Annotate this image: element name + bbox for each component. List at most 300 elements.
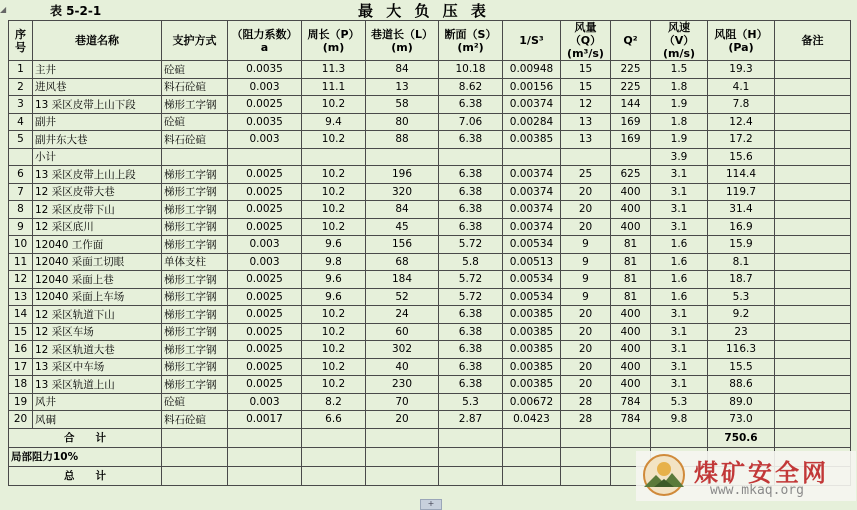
cell-l[interactable]: 45 [366,218,439,236]
cell-sup[interactable]: 梯形工字钢 [162,218,228,236]
cell-h[interactable]: 7.8 [708,96,775,114]
cell[interactable] [439,428,503,447]
cell-l[interactable]: 80 [366,113,439,131]
cell-n[interactable]: 13 [9,288,33,306]
cell-a[interactable]: 0.0025 [228,166,302,184]
cell-p[interactable]: 10.2 [302,341,366,359]
cell-remarks[interactable] [775,341,851,359]
cell-sup[interactable]: 梯形工字钢 [162,236,228,254]
cell-n[interactable] [9,148,33,166]
cell-inv[interactable]: 0.00534 [503,236,561,254]
cell-a[interactable]: 0.003 [228,131,302,149]
cell-l[interactable]: 84 [366,61,439,79]
cell-s[interactable]: 6.38 [439,358,503,376]
cell[interactable] [302,466,366,485]
cell-q2[interactable]: 225 [611,78,651,96]
cell-a[interactable]: 0.0025 [228,341,302,359]
cell-v[interactable]: 1.6 [651,236,708,254]
cell[interactable] [366,447,439,466]
cell[interactable] [561,428,611,447]
cell-name[interactable]: 12 采区皮带下山 [33,201,162,219]
cell-s[interactable]: 2.87 [439,411,503,429]
cell[interactable] [503,466,561,485]
cell-a[interactable]: 0.003 [228,78,302,96]
cell-q[interactable]: 20 [561,306,611,324]
cell-inv[interactable]: 0.00385 [503,341,561,359]
cell-s[interactable]: 8.62 [439,78,503,96]
cell-p[interactable]: 10.2 [302,96,366,114]
cell-s[interactable]: 5.8 [439,253,503,271]
cell-h[interactable]: 16.9 [708,218,775,236]
cell-q[interactable]: 20 [561,183,611,201]
cell-p[interactable] [302,148,366,166]
cell-inv[interactable]: 0.00385 [503,323,561,341]
cell-remarks[interactable] [775,376,851,394]
cell-inv[interactable]: 0.00948 [503,61,561,79]
cell-l[interactable]: 70 [366,393,439,411]
cell-q[interactable]: 9 [561,236,611,254]
cell-h[interactable]: 9.2 [708,306,775,324]
cell-name[interactable]: 12040 工作面 [33,236,162,254]
cell[interactable] [228,466,302,485]
cell-p[interactable]: 10.2 [302,323,366,341]
cell-s[interactable]: 6.38 [439,376,503,394]
cell-n[interactable]: 12 [9,271,33,289]
cell-q2[interactable]: 400 [611,323,651,341]
cell-sup[interactable]: 梯形工字钢 [162,166,228,184]
cell-q2[interactable]: 400 [611,341,651,359]
cell-n[interactable]: 9 [9,218,33,236]
cell-h[interactable]: 119.7 [708,183,775,201]
cell-p[interactable]: 10.2 [302,306,366,324]
table-row [9,288,851,306]
cell-q[interactable]: 13 [561,131,611,149]
cell-n[interactable]: 1 [9,61,33,79]
cell[interactable] [162,466,228,485]
cell-remarks[interactable] [775,271,851,289]
cell-name[interactable]: 12 采区轨道下山 [33,306,162,324]
cell-s[interactable] [439,148,503,166]
cell-inv[interactable]: 0.00374 [503,96,561,114]
cell-q2[interactable]: 144 [611,96,651,114]
cell-sup[interactable]: 梯形工字钢 [162,201,228,219]
cell-l[interactable]: 13 [366,78,439,96]
cell-n[interactable]: 6 [9,166,33,184]
cell-q[interactable]: 28 [561,411,611,429]
cell-s[interactable]: 6.38 [439,201,503,219]
cell-v[interactable]: 1.8 [651,113,708,131]
cell-l[interactable]: 156 [366,236,439,254]
cell-sup[interactable]: 料石砼碹 [162,131,228,149]
cell-inv[interactable]: 0.00156 [503,78,561,96]
cell-p[interactable]: 9.6 [302,288,366,306]
cell-name[interactable]: 进风巷 [33,78,162,96]
cell-n[interactable]: 3 [9,96,33,114]
cell-q[interactable]: 20 [561,358,611,376]
cell-h[interactable]: 8.1 [708,253,775,271]
cell-a[interactable]: 0.0017 [228,411,302,429]
cell-l[interactable]: 40 [366,358,439,376]
cell[interactable] [366,428,439,447]
cell-inv[interactable]: 0.00284 [503,113,561,131]
cell-sup[interactable]: 梯形工字钢 [162,271,228,289]
cell-s[interactable]: 6.38 [439,96,503,114]
cell-v[interactable]: 3.1 [651,323,708,341]
cell-remarks[interactable] [775,288,851,306]
cell-v[interactable]: 1.6 [651,271,708,289]
cell-s[interactable]: 6.38 [439,166,503,184]
cell[interactable] [439,447,503,466]
cell-inv[interactable]: 0.00385 [503,306,561,324]
cell-a[interactable]: 0.0025 [228,218,302,236]
cell-p[interactable]: 9.4 [302,113,366,131]
cell-sup[interactable]: 梯形工字钢 [162,306,228,324]
cell-name[interactable]: 副井 [33,113,162,131]
cell-q[interactable]: 20 [561,218,611,236]
cell-remarks[interactable] [775,393,851,411]
cell-name[interactable]: 12040 采面工切眼 [33,253,162,271]
cell-s[interactable]: 6.38 [439,131,503,149]
cell-sup[interactable]: 梯形工字钢 [162,323,228,341]
cell-s[interactable]: 5.72 [439,288,503,306]
cell-l[interactable]: 24 [366,306,439,324]
cell-q2[interactable]: 81 [611,236,651,254]
cell-a[interactable]: 0.003 [228,253,302,271]
cell-l[interactable]: 20 [366,411,439,429]
cell-q2[interactable]: 400 [611,306,651,324]
cell-remarks[interactable] [775,78,851,96]
cell-q2[interactable]: 784 [611,393,651,411]
cell-a[interactable]: 0.0025 [228,288,302,306]
cell-inv[interactable]: 0.00385 [503,376,561,394]
cell[interactable] [503,428,561,447]
cell-remarks[interactable] [775,61,851,79]
cell-name[interactable]: 12 采区轨道大巷 [33,341,162,359]
cell-a[interactable]: 0.0025 [228,201,302,219]
cell-q[interactable]: 9 [561,253,611,271]
cell-name[interactable]: 副井东大巷 [33,131,162,149]
cell-name[interactable]: 13 采区皮带上山下段 [33,96,162,114]
cell-a[interactable]: 0.0025 [228,323,302,341]
cell-inv[interactable]: 0.00513 [503,253,561,271]
cell-n[interactable]: 16 [9,341,33,359]
cell-a[interactable]: 0.0025 [228,271,302,289]
cell-v[interactable]: 3.1 [651,201,708,219]
cell-s[interactable]: 6.38 [439,218,503,236]
cell-name[interactable]: 12 采区底川 [33,218,162,236]
cell[interactable] [302,428,366,447]
cell-p[interactable]: 10.2 [302,166,366,184]
cell[interactable] [228,428,302,447]
cell-sup[interactable]: 砼碹 [162,113,228,131]
cell-sup[interactable]: 梯形工字钢 [162,288,228,306]
cell-q[interactable]: 13 [561,113,611,131]
cell-q2[interactable] [611,148,651,166]
cell-q2[interactable]: 225 [611,61,651,79]
cell-name[interactable]: 主井 [33,61,162,79]
cell-remarks[interactable] [775,96,851,114]
cell-n[interactable]: 17 [9,358,33,376]
cell-p[interactable]: 11.3 [302,61,366,79]
cell-h[interactable]: 12.4 [708,113,775,131]
cell-s[interactable]: 10.18 [439,61,503,79]
cell-l[interactable]: 60 [366,323,439,341]
cell-l[interactable]: 196 [366,166,439,184]
cell-p[interactable]: 6.6 [302,411,366,429]
cell-sup[interactable] [162,148,228,166]
cell-remarks[interactable] [775,148,851,166]
cell-h[interactable]: 18.7 [708,271,775,289]
cell-n[interactable]: 14 [9,306,33,324]
cell-h[interactable]: 88.6 [708,376,775,394]
cell-v[interactable]: 1.9 [651,131,708,149]
cell-remarks[interactable] [775,253,851,271]
cell-l[interactable]: 320 [366,183,439,201]
cell-remarks[interactable] [775,306,851,324]
cell-sup[interactable]: 料石砼碹 [162,411,228,429]
cell-q[interactable]: 20 [561,323,611,341]
sheet-scroll-handle[interactable]: + [420,499,442,510]
cell[interactable] [561,447,611,466]
cell-s[interactable]: 6.38 [439,323,503,341]
cell[interactable] [561,466,611,485]
cell-q[interactable]: 15 [561,61,611,79]
cell-q2[interactable]: 81 [611,271,651,289]
cell-sup[interactable]: 砼碹 [162,61,228,79]
cell-h[interactable]: 31.4 [708,201,775,219]
cell-s[interactable]: 7.06 [439,113,503,131]
cell-v[interactable]: 3.1 [651,341,708,359]
cell-n[interactable]: 7 [9,183,33,201]
cell-v[interactable]: 1.6 [651,253,708,271]
cell-a[interactable]: 0.0025 [228,96,302,114]
cell-a[interactable]: 0.0025 [228,306,302,324]
cell-inv[interactable] [503,148,561,166]
cell-v[interactable]: 3.1 [651,358,708,376]
cell-remarks[interactable] [775,183,851,201]
cell-inv[interactable]: 0.00374 [503,218,561,236]
cell-p[interactable]: 11.1 [302,78,366,96]
cell-sup[interactable]: 砼碹 [162,393,228,411]
cell-h[interactable]: 116.3 [708,341,775,359]
cell-inv[interactable]: 0.00385 [503,358,561,376]
cell-n[interactable]: 11 [9,253,33,271]
cell-q2[interactable]: 169 [611,113,651,131]
cell-v[interactable]: 1.8 [651,78,708,96]
cell-remarks[interactable] [775,131,851,149]
cell-h[interactable]: 73.0 [708,411,775,429]
cell-sup[interactable]: 梯形工字钢 [162,376,228,394]
cell-v[interactable]: 3.1 [651,376,708,394]
cell-q2[interactable]: 169 [611,131,651,149]
cell-q2[interactable]: 400 [611,218,651,236]
cell-v[interactable]: 1.6 [651,288,708,306]
cell-q2[interactable]: 400 [611,358,651,376]
cell-sup[interactable]: 料石砼碹 [162,78,228,96]
cell-n[interactable]: 20 [9,411,33,429]
cell-remarks[interactable] [775,113,851,131]
cell-q[interactable]: 15 [561,78,611,96]
cell-inv[interactable]: 0.00374 [503,201,561,219]
cell-p[interactable]: 8.2 [302,393,366,411]
cell-remarks[interactable] [775,236,851,254]
cell-q[interactable]: 25 [561,166,611,184]
cell-n[interactable]: 2 [9,78,33,96]
cell-inv[interactable]: 0.00534 [503,271,561,289]
cell-l[interactable]: 52 [366,288,439,306]
cell-sup[interactable]: 梯形工字钢 [162,341,228,359]
cell-n[interactable]: 10 [9,236,33,254]
cell[interactable] [503,447,561,466]
cell-p[interactable]: 10.2 [302,183,366,201]
cell-remarks[interactable] [775,201,851,219]
cell-q[interactable]: 12 [561,96,611,114]
cell-p[interactable]: 10.2 [302,218,366,236]
cell-h[interactable]: 19.3 [708,61,775,79]
cell-h[interactable]: 15.6 [708,148,775,166]
cell-l[interactable] [366,148,439,166]
cell-q[interactable]: 20 [561,376,611,394]
cell-name[interactable]: 12040 采面上车场 [33,288,162,306]
cell-name[interactable]: 风硐 [33,411,162,429]
cell-name[interactable]: 12040 采面上巷 [33,271,162,289]
cell-sup[interactable]: 梯形工字钢 [162,96,228,114]
cell-p[interactable]: 10.2 [302,376,366,394]
cell-a[interactable]: 0.0025 [228,358,302,376]
cell-p[interactable]: 9.6 [302,271,366,289]
cell[interactable] [439,466,503,485]
cell-s[interactable]: 5.72 [439,236,503,254]
cell-v[interactable]: 3.1 [651,166,708,184]
cell-a[interactable]: 0.0025 [228,183,302,201]
cell-sup[interactable]: 梯形工字钢 [162,358,228,376]
cell-n[interactable]: 8 [9,201,33,219]
cell-q2[interactable]: 400 [611,376,651,394]
cell-name[interactable]: 13 采区轨道上山 [33,376,162,394]
cell-l[interactable]: 184 [366,271,439,289]
cell-q[interactable]: 20 [561,201,611,219]
cell-remarks[interactable] [775,166,851,184]
cell-n[interactable]: 15 [9,323,33,341]
cell[interactable] [366,466,439,485]
header-section-line2: (m²) [457,40,484,54]
cell-s[interactable]: 5.3 [439,393,503,411]
cell-l[interactable]: 68 [366,253,439,271]
cell-s[interactable]: 6.38 [439,306,503,324]
cell-p[interactable]: 10.2 [302,201,366,219]
cell[interactable] [228,447,302,466]
cell-q[interactable]: 28 [561,393,611,411]
cell-v[interactable]: 3.1 [651,218,708,236]
cell-inv[interactable]: 0.0423 [503,411,561,429]
cell-name[interactable]: 风井 [33,393,162,411]
cell-h[interactable]: 15.9 [708,236,775,254]
cell-sup[interactable]: 单体支柱 [162,253,228,271]
cell-remarks[interactable] [775,218,851,236]
cell-l[interactable]: 88 [366,131,439,149]
cell-name[interactable]: 12 采区皮带大巷 [33,183,162,201]
cell-s[interactable]: 5.72 [439,271,503,289]
cell-q2[interactable]: 625 [611,166,651,184]
cell-h[interactable]: 23 [708,323,775,341]
cell-n[interactable]: 18 [9,376,33,394]
cell-h[interactable]: 15.5 [708,358,775,376]
cell-q2[interactable]: 81 [611,253,651,271]
cell-name[interactable]: 13 采区中车场 [33,358,162,376]
cell-inv[interactable]: 0.00374 [503,166,561,184]
cell-v[interactable]: 1.5 [651,61,708,79]
cell-a[interactable]: 0.0035 [228,61,302,79]
cell-a[interactable] [228,148,302,166]
cell-q2[interactable]: 400 [611,201,651,219]
cell-v[interactable]: 5.3 [651,393,708,411]
cell-h[interactable]: 17.2 [708,131,775,149]
cell-l[interactable]: 84 [366,201,439,219]
cell-a[interactable]: 0.0035 [228,113,302,131]
cell-h[interactable]: 114.4 [708,166,775,184]
cell-v[interactable]: 9.8 [651,411,708,429]
cell-remarks[interactable] [775,323,851,341]
cell-q[interactable]: 20 [561,341,611,359]
cell-h[interactable]: 4.1 [708,78,775,96]
cell-sup[interactable]: 梯形工字钢 [162,183,228,201]
cell-s[interactable]: 6.38 [439,183,503,201]
cell-n[interactable]: 4 [9,113,33,131]
cell-name[interactable]: 13 采区皮带上山上段 [33,166,162,184]
cell-q2[interactable]: 784 [611,411,651,429]
cell-a[interactable]: 0.0025 [228,376,302,394]
cell[interactable] [302,447,366,466]
cell[interactable] [611,428,651,447]
cell-a[interactable]: 0.003 [228,236,302,254]
cell[interactable] [775,428,851,447]
cell-v[interactable]: 3.9 [651,148,708,166]
cell-q[interactable] [561,148,611,166]
cell-h[interactable]: 5.3 [708,288,775,306]
cell-remarks[interactable] [775,358,851,376]
cell-s[interactable]: 6.38 [439,341,503,359]
cell-inv[interactable]: 0.00672 [503,393,561,411]
cell-l[interactable]: 302 [366,341,439,359]
cell-name[interactable]: 12 采区车场 [33,323,162,341]
cell-inv[interactable]: 0.00534 [503,288,561,306]
cell-v[interactable]: 3.1 [651,306,708,324]
cell-q2[interactable]: 400 [611,183,651,201]
cell-q[interactable]: 9 [561,288,611,306]
cell-l[interactable]: 230 [366,376,439,394]
cell-n[interactable]: 19 [9,393,33,411]
cell-q2[interactable]: 81 [611,288,651,306]
cell-p[interactable]: 10.2 [302,358,366,376]
cell-p[interactable]: 10.2 [302,131,366,149]
cell-h[interactable]: 89.0 [708,393,775,411]
cell-p[interactable]: 9.6 [302,236,366,254]
cell-n[interactable]: 5 [9,131,33,149]
cell-v[interactable]: 3.1 [651,183,708,201]
cell-p[interactable]: 9.8 [302,253,366,271]
cell-l[interactable]: 58 [366,96,439,114]
cell[interactable] [651,428,708,447]
cell-inv[interactable]: 0.00374 [503,183,561,201]
cell-a[interactable]: 0.003 [228,393,302,411]
cell[interactable] [162,447,228,466]
cell-name[interactable]: 小计 [33,148,162,166]
cell-v[interactable]: 1.9 [651,96,708,114]
cell-remarks[interactable] [775,411,851,429]
cell[interactable] [162,428,228,447]
cell-q[interactable]: 9 [561,271,611,289]
cell-inv[interactable]: 0.00385 [503,131,561,149]
